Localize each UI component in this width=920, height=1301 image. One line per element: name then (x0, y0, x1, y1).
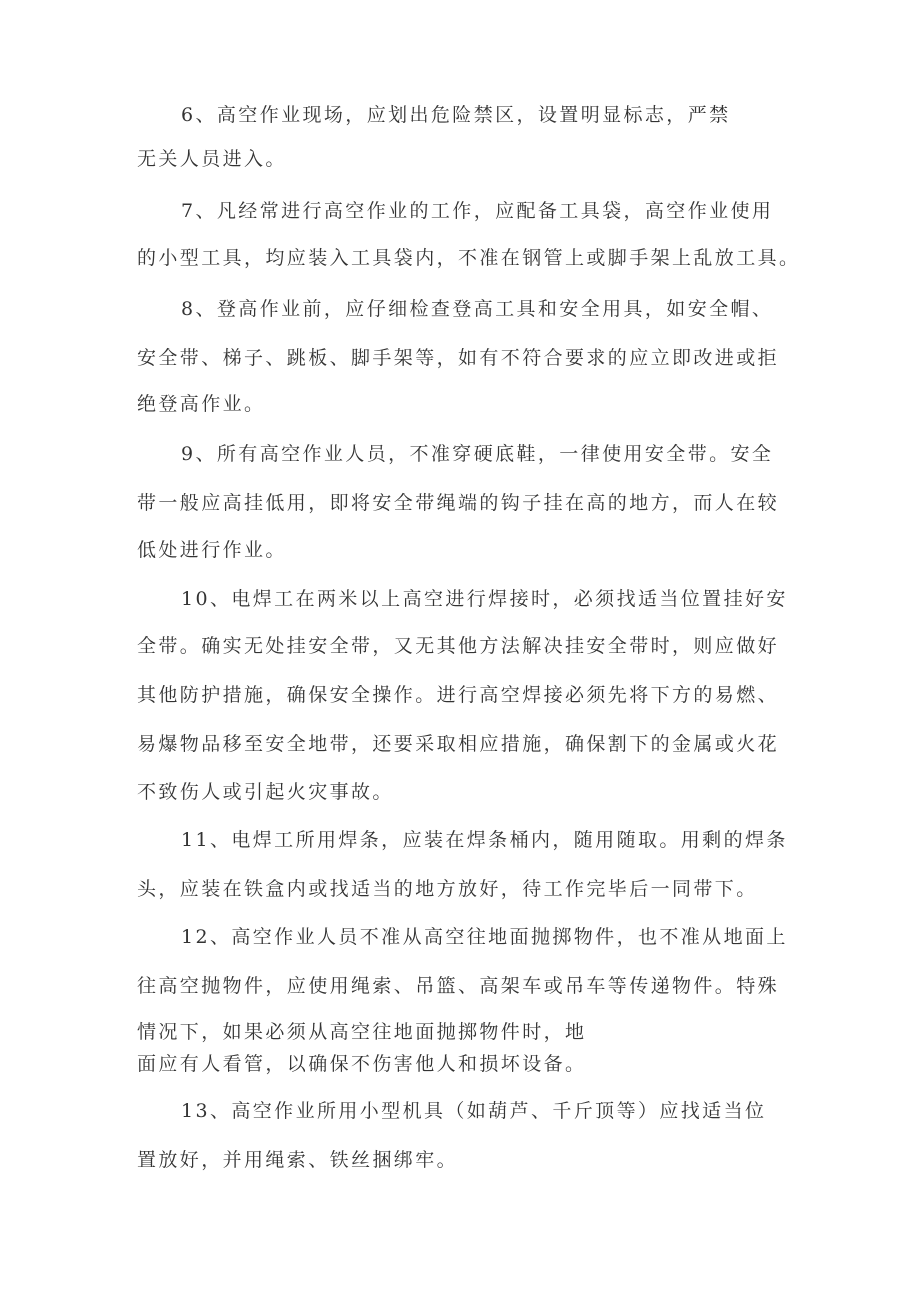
text-line: 面应有人看管，以确保不伤害他人和损坏设备。 (137, 1053, 587, 1075)
text-line: 的小型工具，均应装入工具袋内，不准在钢管上或脚手架上乱放工具。 (137, 247, 801, 269)
text-line: 往高空抛物件，应使用绳索、吊篮、高架车或吊车等传递物件。特殊 (137, 975, 780, 997)
text-line: 6、高空作业现场，应划出危险禁区，设置明显标志，严禁 (181, 104, 731, 126)
text-line: 7、凡经常进行高空作业的工作，应配备工具袋，高空作业使用 (181, 200, 774, 222)
text-line: 低处进行作业。 (137, 539, 287, 561)
text-line: 9、所有高空作业人员，不准穿硬底鞋，一律使用安全带。安全 (181, 443, 774, 465)
text-line: 绝登高作业。 (137, 393, 266, 415)
text-line: 情况下，如果必须从高空往地面抛掷物件时，地 (137, 1021, 587, 1043)
text-line: 不致伤人或引起火灾事故。 (137, 781, 394, 803)
text-line: 无关人员进入。 (137, 148, 287, 170)
text-line: 13、高空作业所用小型机具（如葫芦、千斤顶等）应找适当位 (181, 1100, 767, 1122)
text-line: 头，应装在铁盒内或找适当的地方放好，待工作完毕后一同带下。 (137, 878, 758, 900)
text-line: 10、电焊工在两米以上高空进行焊接时，必须找适当位置挂好安 (181, 588, 788, 610)
text-line: 12、高空作业人员不准从高空往地面抛掷物件，也不准从地面上 (181, 926, 788, 948)
text-line: 11、电焊工所用焊条，应装在焊条桶内，随用随取。用剩的焊条 (181, 829, 788, 851)
text-line: 置放好，并用绳索、铁丝捆绑牢。 (137, 1149, 459, 1171)
text-line: 全带。确实无处挂安全带，又无其他方法解决挂安全带时，则应做好 (137, 635, 780, 657)
text-line: 安全带、梯子、跳板、脚手架等，如有不符合要求的应立即改进或拒 (137, 347, 780, 369)
text-line: 带一般应高挂低用，即将安全带绳端的钩子挂在高的地方，而人在较 (137, 492, 780, 514)
text-line: 8、登高作业前，应仔细检查登高工具和安全用具，如安全帽、 (181, 298, 774, 320)
text-line: 其他防护措施，确保安全操作。进行高空焊接必须先将下方的易燃、 (137, 684, 780, 706)
text-line: 易爆物品移至安全地带，还要采取相应措施，确保割下的金属或火花 (137, 733, 780, 755)
